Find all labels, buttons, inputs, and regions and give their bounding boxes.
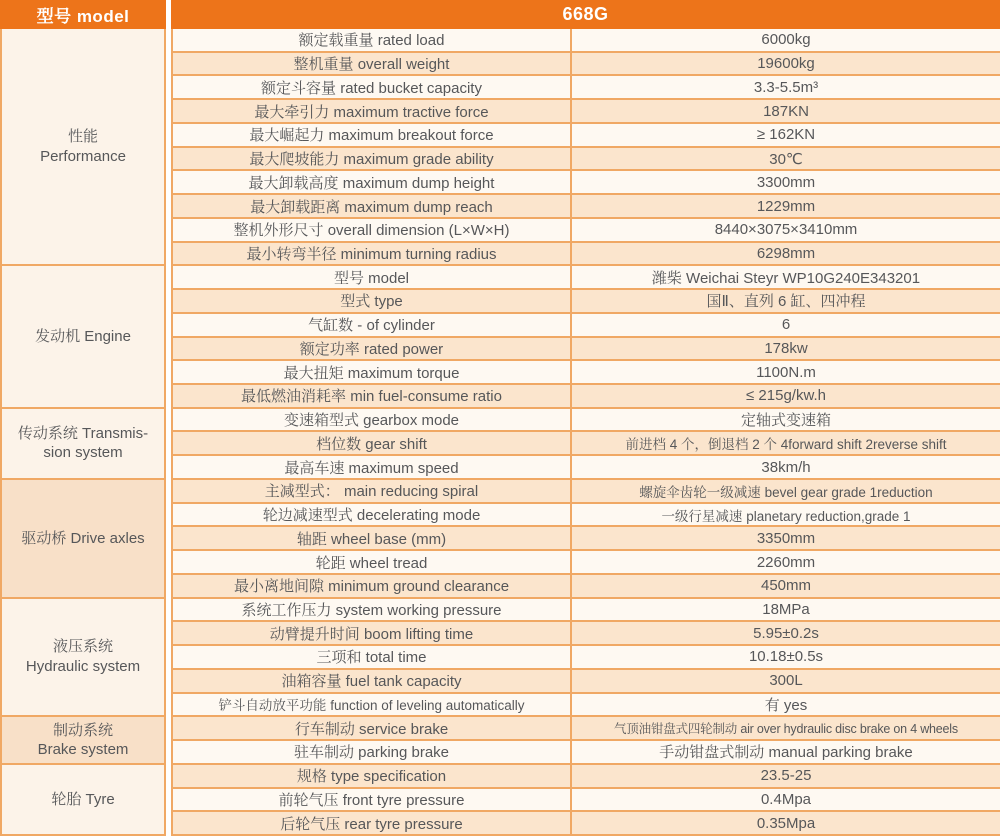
spec-value: 5.95±0.2s — [753, 624, 819, 642]
spec-value: 手动钳盘式制动 manual parking brake — [659, 744, 913, 762]
spec-param: 系统工作压力 system working pressure — [173, 599, 572, 621]
spec-param: 后轮气压 rear tyre pressure — [173, 812, 572, 834]
spec-value: 300L — [769, 672, 803, 690]
section-label-line: 发动机 Engine — [35, 327, 131, 345]
spec-row — [173, 29, 1000, 53]
spec-value: 19600kg — [757, 55, 815, 73]
spec-row — [173, 361, 1000, 385]
spec-value: 气顶油钳盘式四轮制动 air over hydraulic disc brake on 4 wheels — [614, 722, 958, 737]
spec-row — [173, 409, 1000, 433]
spec-row — [173, 622, 1000, 646]
spec-row — [173, 171, 1000, 195]
spec-row — [173, 195, 1000, 219]
section-label-line: 液压系统 — [52, 638, 113, 656]
spec-param: 最小转弯半径 minimum turning radius — [173, 243, 572, 265]
spec-value: 0.4Mpa — [760, 790, 812, 808]
spec-row — [173, 741, 1000, 765]
spec-param: 档位数 gear shift — [173, 432, 572, 454]
spec-param: 铲斗自动放平功能 function of leveling automatically — [173, 694, 572, 716]
spec-row — [173, 717, 1000, 741]
spec-row — [173, 694, 1000, 718]
spec-row — [173, 148, 1000, 172]
spec-row — [173, 812, 1000, 836]
spec-param: 最低燃油消耗率 min fuel-consume ratio — [173, 385, 572, 407]
spec-value: 1100N.m — [756, 363, 816, 381]
spec-value: 178kw — [764, 339, 808, 357]
spec-row — [173, 124, 1000, 148]
section-label — [2, 599, 164, 718]
spec-value: 450mm — [760, 577, 812, 595]
spec-value: 8440×3075×3410mm — [714, 221, 858, 239]
spec-param: 动臂提升时间 boom lifting time — [173, 622, 572, 644]
spec-param: 型式 type — [173, 290, 572, 312]
spec-value: 6298mm — [756, 244, 816, 262]
spec-param: 额定载重量 rated load — [173, 29, 572, 51]
header-model-value: 668G — [171, 0, 1000, 29]
spec-param: 轮距 wheel tread — [173, 551, 572, 573]
section-label — [2, 765, 164, 836]
spec-row — [173, 100, 1000, 124]
spec-value: 10.18±0.5s — [748, 648, 824, 666]
spec-value: 38km/h — [761, 458, 811, 476]
spec-param: 主减型式： main reducing spiral — [173, 480, 572, 502]
spec-value: 螺旋伞齿轮一级减速 bevel gear grade 1reduction — [639, 484, 933, 500]
section-label — [2, 409, 164, 480]
section-label-line: Performance — [40, 147, 126, 165]
spec-row — [173, 219, 1000, 243]
spec-param: 行车制动 service brake — [173, 717, 572, 739]
section-label — [2, 29, 164, 266]
section-label-line: 传动系统 Transmis- — [17, 424, 149, 442]
spec-rows — [171, 29, 1000, 836]
section-label — [2, 717, 164, 764]
spec-value: ≥ 162KN — [756, 126, 816, 144]
spec-value: 定轴式变速箱 — [740, 412, 831, 430]
spec-value: 一级行星减速 planetary reduction,grade 1 — [661, 508, 911, 524]
spec-param: 最大崛起力 maximum breakout force — [173, 124, 572, 146]
spec-param: 最大爬坡能力 maximum grade ability — [173, 148, 572, 170]
spec-value: 3300mm — [756, 173, 816, 191]
spec-value: 前进档 4 个，倒退档 2 个 4forward shift 2reverse shift — [625, 437, 947, 453]
spec-param: 额定功率 rated power — [173, 338, 572, 360]
spec-row — [173, 480, 1000, 504]
spec-row — [173, 314, 1000, 338]
spec-param: 额定斗容量 rated bucket capacity — [173, 76, 572, 98]
spec-row — [173, 575, 1000, 599]
spec-param: 前轮气压 front tyre pressure — [173, 789, 572, 811]
spec-param: 最大卸载距离 maximum dump reach — [173, 195, 572, 217]
spec-row — [173, 76, 1000, 100]
section-label-line: sion system — [43, 444, 123, 462]
spec-value: 187KN — [763, 102, 809, 120]
section-label-line: 性能 — [67, 128, 98, 146]
spec-value: 1229mm — [756, 197, 816, 215]
section-label-line: Brake system — [37, 741, 129, 759]
spec-param: 变速箱型式 gearbox mode — [173, 409, 572, 431]
spec-value: 2260mm — [756, 553, 816, 571]
section-label — [2, 266, 164, 408]
category-column — [0, 29, 166, 836]
spec-row — [173, 551, 1000, 575]
section-label — [2, 480, 164, 599]
spec-value: 有 yes — [764, 696, 808, 714]
spec-value: ≤ 215g/kw.h — [746, 387, 826, 405]
spec-value: 潍柴 Weichai Steyr WP10G240E343201 — [651, 269, 921, 287]
spec-value: 30℃ — [769, 150, 803, 168]
header-model-label: 型号 model — [0, 0, 166, 29]
spec-param: 气缸数 - of cylinder — [173, 314, 572, 336]
spec-param: 三项和 total time — [173, 646, 572, 668]
spec-row — [173, 599, 1000, 623]
spec-param: 最大卸载高度 maximum dump height — [173, 171, 572, 193]
spec-param: 驻车制动 parking brake — [173, 741, 572, 763]
spec-row — [173, 646, 1000, 670]
spec-value: 3350mm — [756, 529, 816, 547]
spec-row — [173, 527, 1000, 551]
spec-param: 整机重量 overall weight — [173, 53, 572, 75]
spec-value: 国Ⅱ、直列 6 缸、四冲程 — [706, 293, 866, 311]
spec-value: 0.35Mpa — [756, 814, 816, 832]
section-label-line: 轮胎 Tyre — [51, 790, 115, 808]
spec-value: 18MPa — [762, 600, 810, 618]
spec-row — [173, 765, 1000, 789]
spec-row — [173, 456, 1000, 480]
spec-param: 最小离地间隙 minimum ground clearance — [173, 575, 572, 597]
spec-param: 最大扭矩 maximum torque — [173, 361, 572, 383]
spec-value: 3.3-5.5m³ — [753, 78, 819, 96]
spec-param: 最高车速 maximum speed — [173, 456, 572, 478]
section-label-line: 制动系统 — [52, 721, 113, 739]
spec-row — [173, 432, 1000, 456]
spec-param: 油箱容量 fuel tank capacity — [173, 670, 572, 692]
spec-value: 6000kg — [761, 31, 811, 49]
spec-value: 6 — [781, 316, 791, 334]
spec-row — [173, 243, 1000, 267]
section-label-line: 驱动桥 Drive axles — [21, 529, 145, 547]
spec-param: 型号 model — [173, 266, 572, 288]
spec-row — [173, 338, 1000, 362]
spec-row — [173, 789, 1000, 813]
spec-row — [173, 670, 1000, 694]
spec-row — [173, 385, 1000, 409]
spec-param: 规格 type specification — [173, 765, 572, 787]
section-label-line: Hydraulic system — [25, 657, 141, 675]
spec-row — [173, 53, 1000, 77]
spec-value: 23.5-25 — [760, 767, 812, 785]
spec-param: 最大牵引力 maximum tractive force — [173, 100, 572, 122]
spec-row — [173, 266, 1000, 290]
spec-param: 轮边减速型式 decelerating mode — [173, 504, 572, 526]
spec-row — [173, 504, 1000, 528]
spec-row — [173, 290, 1000, 314]
spec-param: 轴距 wheel base (mm) — [173, 527, 572, 549]
spec-param: 整机外形尺寸 overall dimension (L×W×H) — [173, 219, 572, 241]
